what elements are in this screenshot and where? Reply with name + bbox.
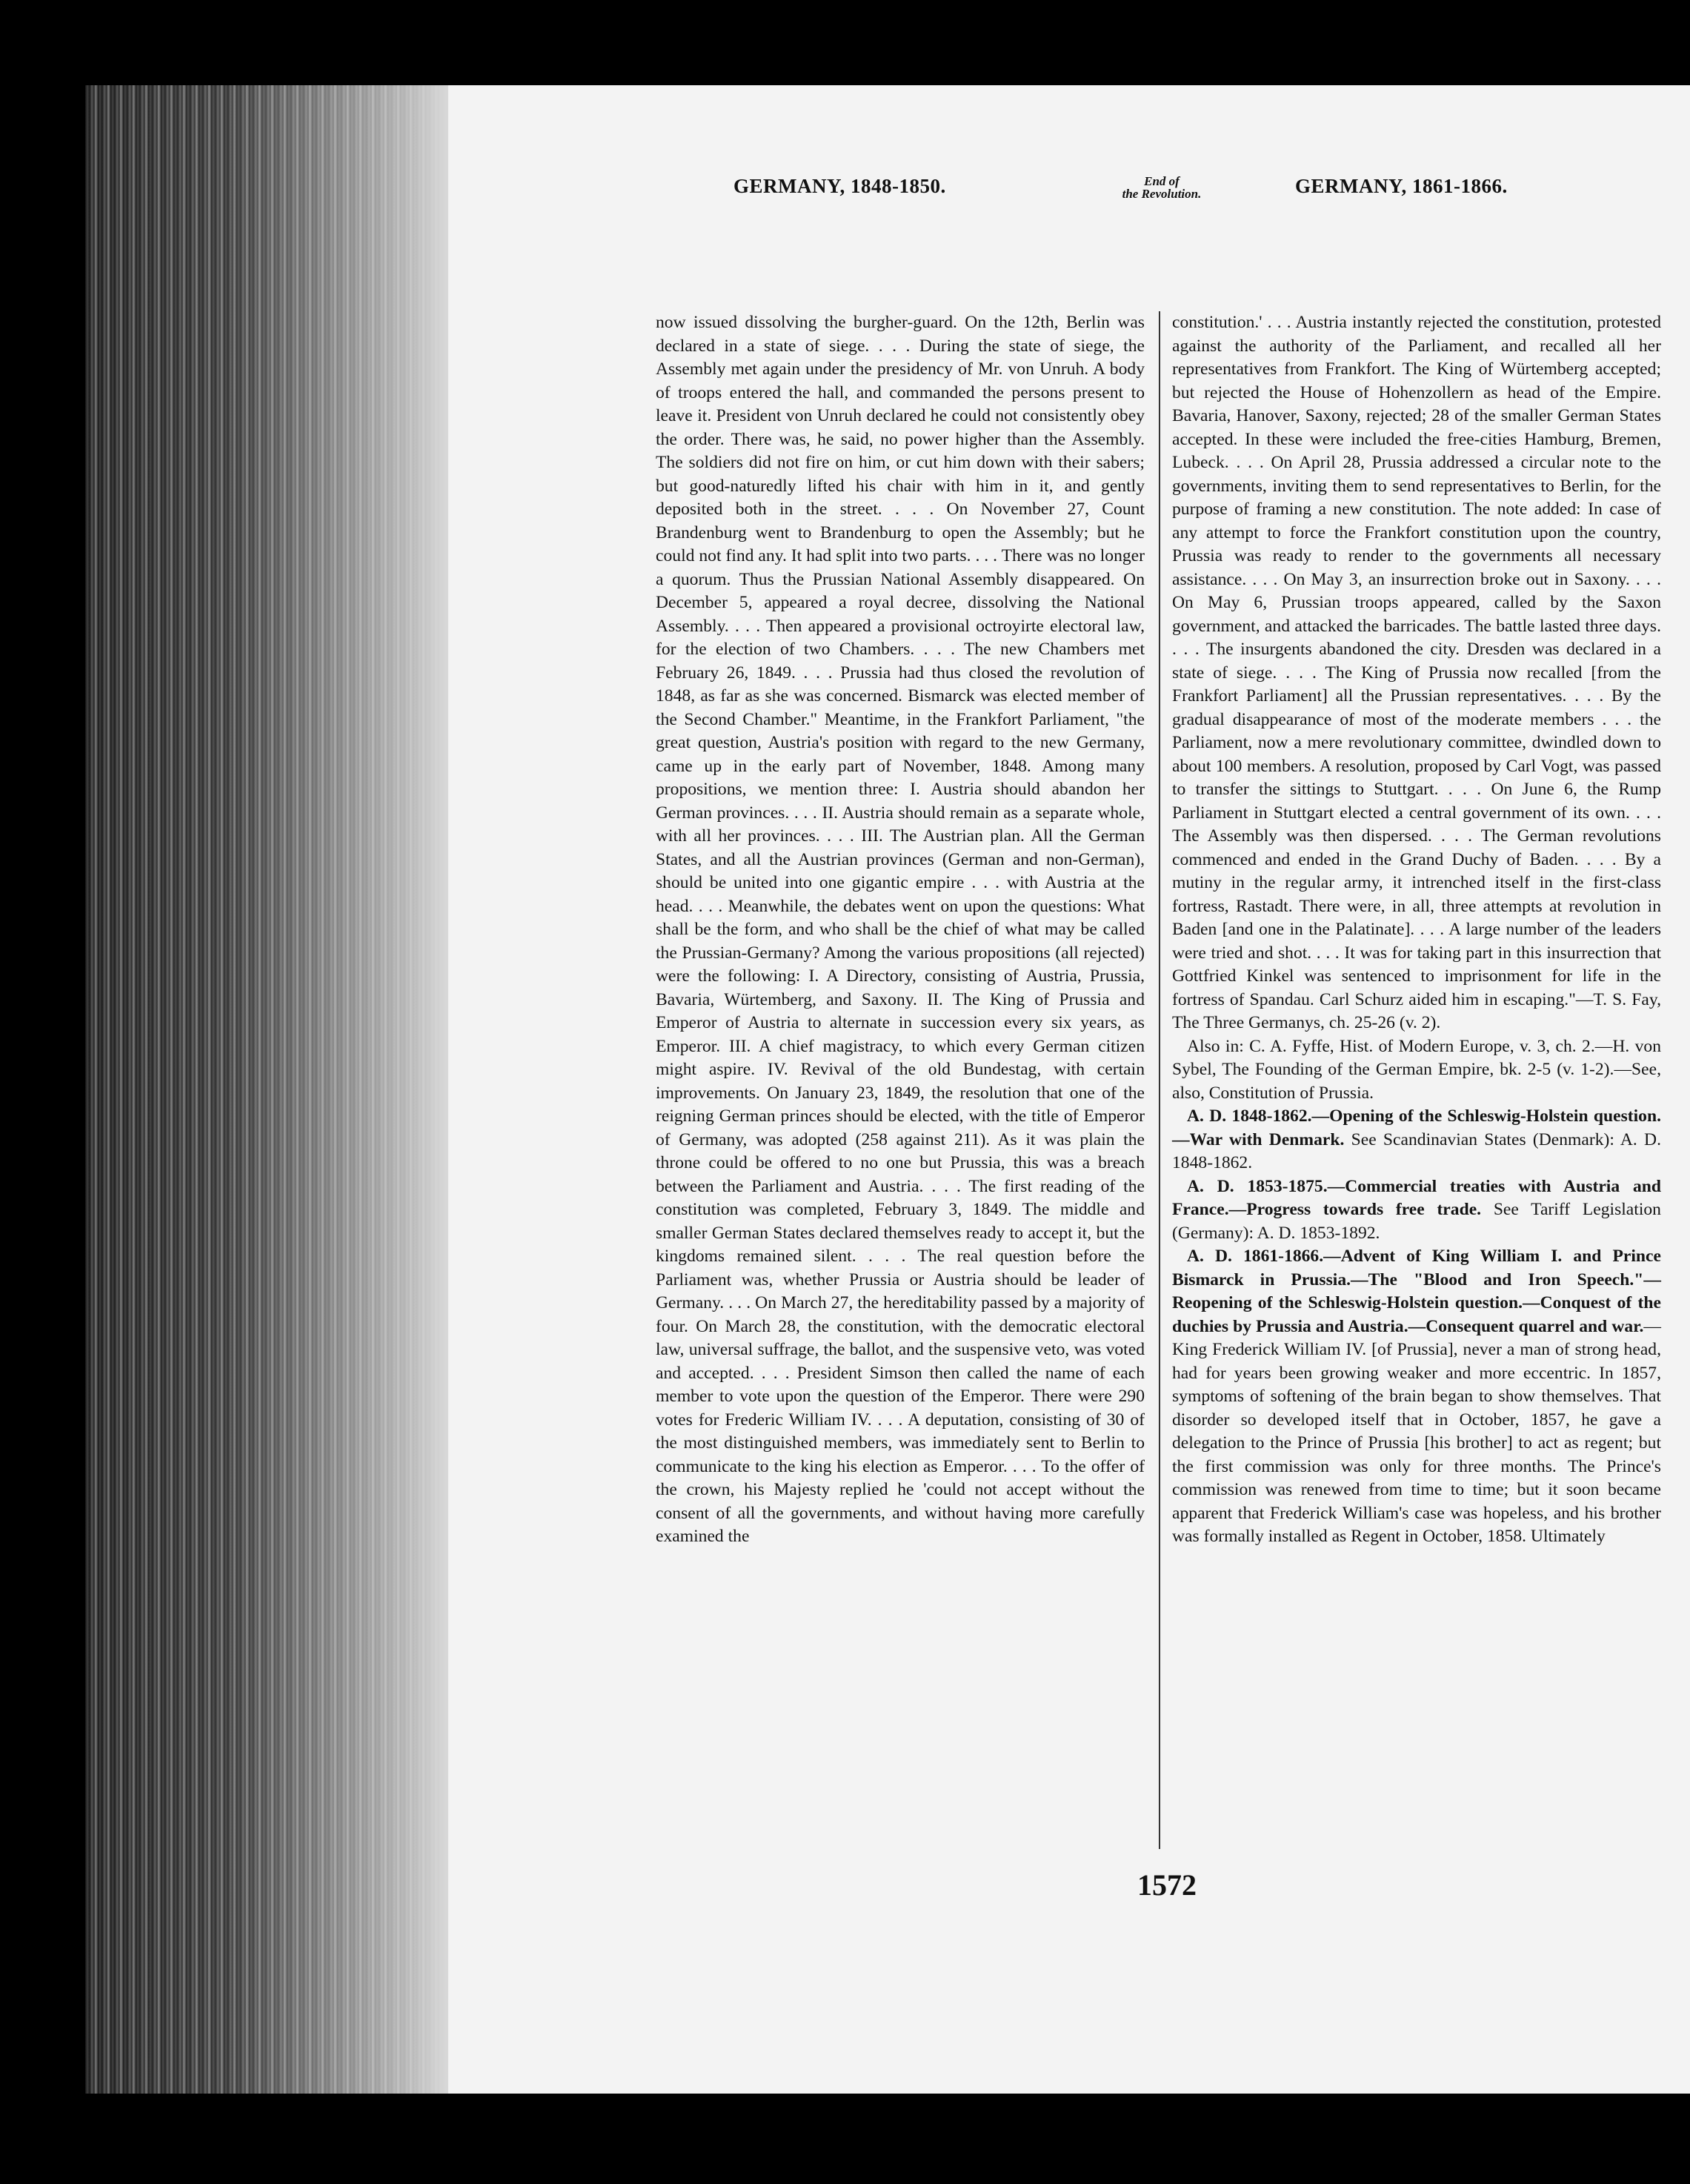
entry-1853-1875 [1172, 1175, 1661, 1246]
entry-1853-1875-body: See Tariff Legislation (Germany): A. D. 1853-1892. [1172, 1200, 1661, 1243]
running-head-left: GERMANY, 1848-1850. [733, 175, 946, 197]
right-column [1172, 311, 1661, 1549]
page-number: 1572 [1137, 1868, 1197, 1902]
entry-1848-1862 [1172, 1105, 1661, 1175]
running-head-right: GERMANY, 1861-1866. [1295, 175, 1508, 197]
entry-1848-1862-heading: A. D. 1848-1862.—Opening of the Schleswig-Holstein question.—War with Denmark. [1172, 1106, 1661, 1149]
running-head-center-line2: the Revolution. [1122, 187, 1202, 201]
entry-1861-1866-heading: A. D. 1861-1866.—Advent of King William I. and Prince Bismarck in Prussia.—The "Blood and Iron Speech."—Reopening of the Schleswig-Holstein question.—Conquest of the duchies by Prussia and Austria.—Consequent quarrel and war. [1172, 1247, 1661, 1336]
entry-1861-1866 [1172, 1245, 1661, 1549]
left-column-text: now issued dissolving the burgher-guard. On the 12th, Berlin was declared in a state of siege. . . . During the state of siege, the Assembly met again under the presidency of Mr. von Unruh. A body of troops entered the hall, and commanded the persons present to leave it. President von Unruh declared he could not consistently obey the order. There was, he said, no power higher than the Assembly. The soldiers did not fire on him, or cut him down with their sabers; but good-naturedly lifted his chair with him in it, and gently deposited both in the street. . . . On November 27, Count Brandenburg went to Brandenburg to open the Assembly; but he could not find any. It had split into two parts. . . . There was no longer a quorum. Thus the Prussian National Assembly disappeared. On December 5, appeared a royal decree, dissolving the National Assembly. . . . Then appeared a provisional octroyirte electoral law, for the election of two Chambers. . . . The new Chambers met February 26, 1849. . . . Prussia had thus closed the revolution of 1848, as far as she was concerned. Bismarck was elected member of the Second Chamber." Meantime, in the Frankfort Parliament, "the great question, Austria's position with regard to the new Germany, came up in the early part of November, 1848. Among many propositions, we mention three: I. Austria should abandon her German provinces. . . . II. Austria should remain as a separate whole, with all her provinces. . . . III. The Austrian plan. All the German States, and all the Austrian provinces (German and non-German), should be united into one gigantic empire . . . with Austria at the head. . . . Meanwhile, the debates went on upon the questions: What shall be the form, and who shall be the chief of what may be called the Prussian-Germany? Among the various propositions (all rejected) were the following: I. A Directory, consisting of Austria, Prussia, Bavaria, Würtemberg, and Saxony. II. The King of Prussia and Emperor of Austria to alternate in succession every six years, as Emperor. III. A chief magistracy, to which every German citizen might aspire. IV. Revival of the old Bundestag, with certain improvements. On January 23, 1849, the resolution that one of the reigning German princes should be elected, with the title of Emperor of Germany, was adopted (258 against 211). As it was plain the throne could be offered to no one but Prussia, this was a breach between the Parliament and Austria. . . . The first reading of the constitution was completed, February 3, 1849. The middle and smaller German States declared themselves ready to accept it, but the kingdoms remained silent. . . . The real question before the Parliament was, whether Prussia or Austria should be leader of Germany. . . . On March 27, the hereditability passed by a majority of four. On March 28, the constitution, with the democratic electoral law, universal suffrage, the ballot, and the suspensive veto, was voted and accepted. . . . President Simson then called the name of each member to vote upon the question of the Emperor. There were 290 votes for Frederic William IV. . . . A deputation, consisting of 30 of the most distinguished members, was immediately sent to Berlin to communicate to the king his election as Emperor. . . . To the offer of the crown, his Majesty replied he 'could not accept without the consent of all the governments, and without having more carefully examined the [656, 313, 1145, 1546]
book-spine-gutter [85, 85, 448, 2094]
running-head-center [1088, 175, 1236, 200]
entry-1848-1862-body: See Scandinavian States (Denmark): A. D. 1848-1862. [1172, 1129, 1661, 1172]
entry-1853-1875-heading: A. D. 1853-1875.—Commercial treaties with Austria and France.—Progress towards free trade. [1172, 1176, 1661, 1219]
left-column [656, 311, 1145, 1549]
entry-1861-1866-body: —King Frederick William IV. [of Prussia], never a man of strong head, had for years been growing weaker and more eccentric. In 1857, symptoms of softening of the brain began to show themselves. That disorder so developed itself that in October, 1857, he gave a delegation to the Prince of Prussia [his brother] to act as regent; but the first commission was only for three months. The Prince's commission was renewed from time to time; but it soon became apparent that Frederick William's case was hopeless, and his brother was formally installed as Regent in October, 1858. Ultimately [1172, 1316, 1661, 1546]
column-rule [1159, 311, 1160, 1849]
also-in-references: Also in: C. A. Fyffe, Hist. of Modern Europe, v. 3, ch. 2.—H. von Sybel, The Founding of the German Empire, bk. 2-5 (v. 1-2).—See, also, Constitution of Prussia. [1172, 1036, 1661, 1103]
running-head-center-line1: End of [1144, 174, 1180, 188]
right-column-paragraph: constitution.' . . . Austria instantly rejected the constitution, protested against the authority of the Parliament, and recalled all her representatives from Frankfort. The King of Würtemberg accepted; but rejected the House of Hohenzollern as head of the Empire. Bavaria, Hanover, Saxony, rejected; 28 of the smaller German States accepted. In these were included the free-cities Hamburg, Bremen, Lubeck. . . . On April 28, Prussia addressed a circular note to the governments, inviting them to send representatives to Berlin, for the purpose of framing a new constitution. The note added: In case of any attempt to force the Frankfort constitution upon the country, Prussia was ready to render to the governments all necessary assistance. . . . On May 3, an insurrection broke out in Saxony. . . . On May 6, Prussian troops appeared, called by the Saxon government, and attacked the barricades. The battle lasted three days. . . . The insurgents abandoned the city. Dresden was declared in a state of siege. . . . The King of Prussia now recalled [from the Frankfort Parliament] all the Prussian representatives. . . . By the gradual disappearance of most of the moderate members . . . the Parliament, now a mere revolutionary committee, dwindled down to about 100 members. A resolution, proposed by Carl Vogt, was passed to transfer the sittings to Stuttgart. . . . On June 6, the Rump Parliament in Stuttgart elected a central government of its own. . . . The Assembly was then dispersed. . . . The German revolutions commenced and ended in the Grand Duchy of Baden. . . . By a mutiny in the regular army, it intrenched itself in the first-class fortress, Rastadt. There were, in all, three attempts at revolution in Baden [and one in the Palatinate]. . . . A large number of the leaders were tried and shot. . . . It was for taking part in this insurrection that Gottfried Kinkel was sentenced to imprisonment for life in the fortress of Spandau. Carl Schurz aided him in escaping."—T. S. Fay, The Three Germanys, ch. 25-26 (v. 2). [1172, 313, 1661, 1032]
